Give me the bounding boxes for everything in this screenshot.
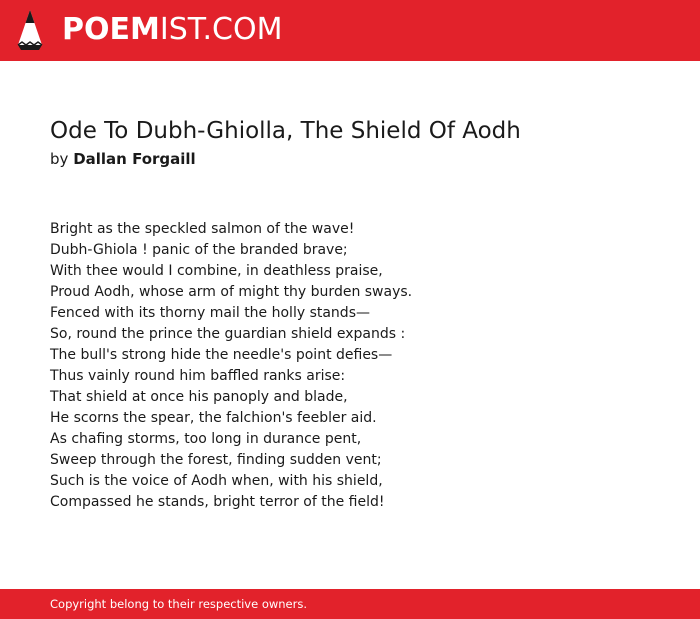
poem-line: He scorns the spear, the falchion's feebler aid. (50, 410, 377, 426)
poem-line: As chafing storms, too long in durance pent, (50, 431, 362, 447)
logo-text-bold: POEM (62, 12, 160, 47)
poem-line: Such is the voice of Aodh when, with his shield, (50, 473, 383, 489)
poem-line: So, round the prince the guardian shield expands : (50, 326, 406, 342)
poem-line: Thus vainly round him baffled ranks arise: (50, 368, 346, 384)
poem-line: That shield at once his panoply and blade, (50, 389, 348, 405)
poem-line: Fenced with its thorny mail the holly stands— (50, 305, 370, 321)
poem-line: Sweep through the forest, finding sudden vent; (50, 452, 382, 468)
poem-line: Dubh-Ghiola ! panic of the branded brave; (50, 242, 348, 258)
site-header (0, 0, 700, 61)
poem-line: Proud Aodh, whose arm of might thy burden sways. (50, 284, 413, 300)
poem-line: With thee would I combine, in deathless praise, (50, 263, 383, 279)
logo-text-light: IST.COM (159, 12, 283, 47)
byline-label: by (50, 150, 69, 168)
pencil-tip-icon[interactable] (17, 9, 43, 51)
poem-line: The bull's strong hide the needle's point defies— (50, 347, 393, 363)
site-logo[interactable] (62, 11, 282, 49)
copyright-text: Copyright belong to their respective owners. (50, 597, 308, 611)
poem-title: Ode To Dubh-Ghiolla, The Shield Of Aodh (50, 118, 521, 144)
site-footer (0, 589, 700, 619)
poem-line: Bright as the speckled salmon of the wave! (50, 221, 355, 237)
poem-body (50, 219, 412, 513)
poem-line: Compassed he stands, bright terror of the field! (50, 494, 385, 510)
author-name[interactable]: Dallan Forgaill (73, 150, 196, 168)
byline (50, 148, 196, 170)
